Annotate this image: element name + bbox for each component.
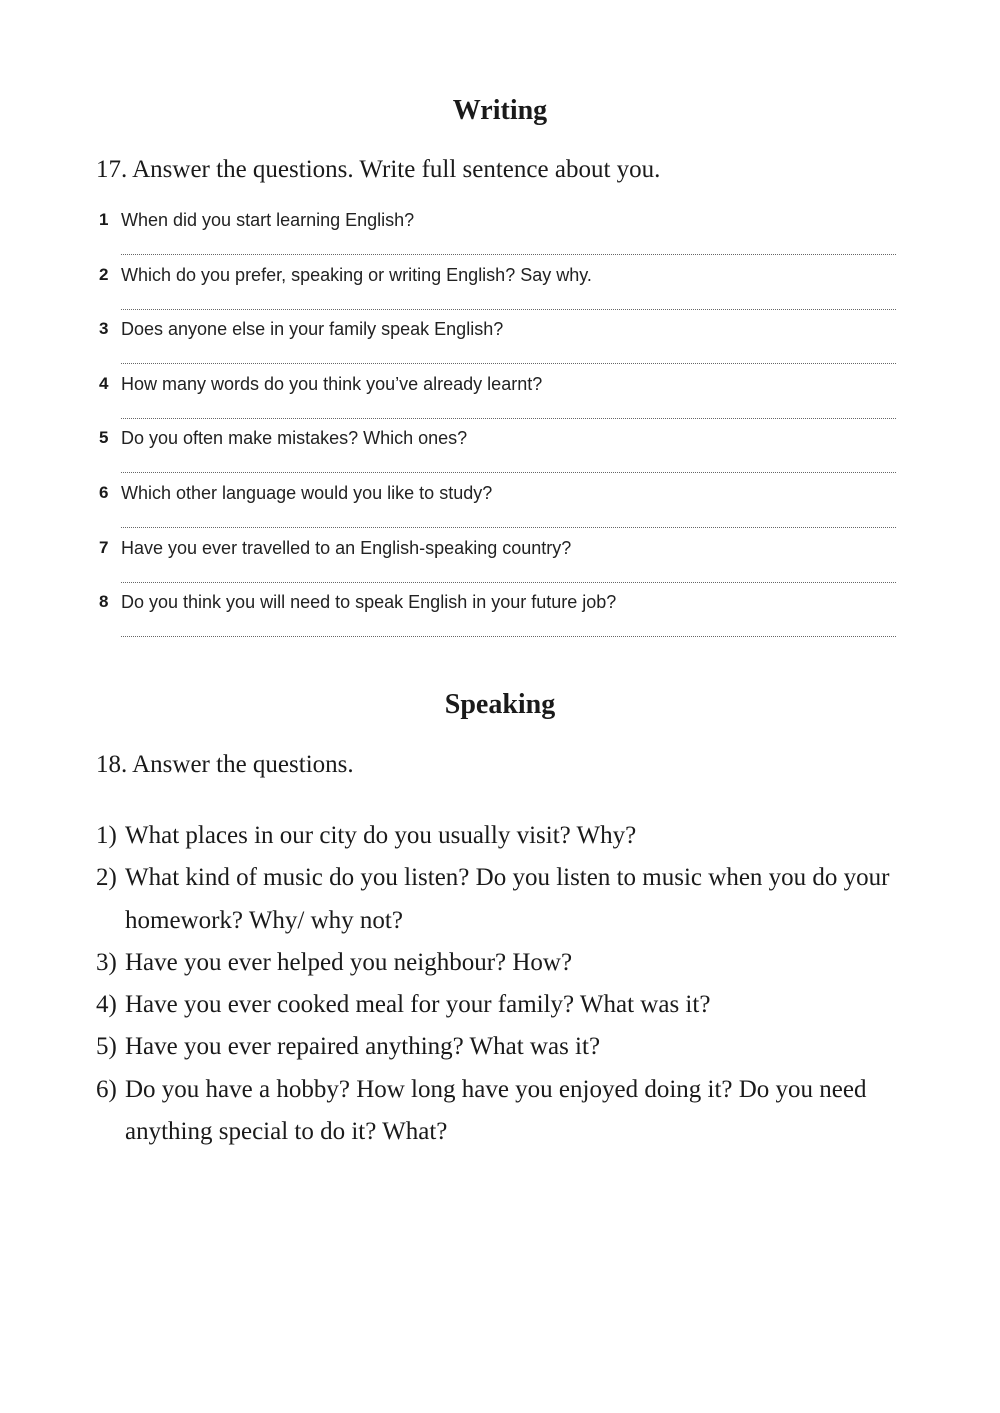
question-number: 5) xyxy=(96,1033,117,1061)
question-text: Which other language would you like to study? xyxy=(121,482,493,503)
question-number: 4) xyxy=(96,991,117,1019)
writing-question-item xyxy=(96,531,896,586)
writing-section-title: Writing xyxy=(452,95,548,126)
speaking-question-item xyxy=(96,1026,906,1068)
question-number: 3) xyxy=(96,948,117,976)
writing-question-item xyxy=(96,367,896,422)
speaking-question-item xyxy=(96,1069,906,1154)
question-text: Have you ever travelled to an English-speaking country? xyxy=(121,537,572,558)
question-number: 5 xyxy=(99,428,109,448)
question-text: Does anyone else in your family speak English? xyxy=(121,319,504,340)
question-number: 1 xyxy=(99,210,109,229)
writing-question-item xyxy=(96,203,896,258)
answer-line[interactable] xyxy=(121,309,896,310)
writing-task-instruction: 17. Answer the questions. Write full sentence about you. xyxy=(96,156,661,183)
answer-line[interactable] xyxy=(121,472,896,473)
question-number: 7 xyxy=(99,537,109,557)
writing-question-item xyxy=(96,585,896,640)
question-text: Have you ever repaired anything? What was it? xyxy=(125,1033,601,1061)
question-number: 8 xyxy=(99,592,109,612)
speaking-question-item xyxy=(96,942,906,984)
speaking-section-title: Speaking xyxy=(444,689,556,720)
question-text: Do you think you will need to speak English in your future job? xyxy=(121,592,617,613)
question-number: 2) xyxy=(96,864,117,892)
writing-question-item xyxy=(96,312,896,367)
answer-line[interactable] xyxy=(121,582,896,583)
writing-question-list xyxy=(96,203,896,640)
question-number: 1) xyxy=(96,822,117,849)
question-number: 4 xyxy=(99,373,109,393)
question-text: Have you ever cooked meal for your family? What was it? xyxy=(125,991,711,1019)
question-text: What kind of music do you listen? Do you listen to music when you do your homework? Why/ why not? xyxy=(125,864,890,934)
question-text: When did you start learning English? xyxy=(121,210,415,230)
writing-question-item xyxy=(96,258,896,313)
question-text: Do you often make mistakes? Which ones? xyxy=(121,428,468,449)
question-text: Which do you prefer, speaking or writing English? Say why. xyxy=(121,264,592,285)
writing-question-item xyxy=(96,421,896,476)
answer-line[interactable] xyxy=(121,363,896,364)
answer-line[interactable] xyxy=(121,636,896,637)
question-number: 6 xyxy=(99,482,109,502)
writing-question-item xyxy=(96,476,896,531)
speaking-question-list xyxy=(96,815,906,1153)
question-number: 3 xyxy=(99,319,109,339)
answer-line[interactable] xyxy=(121,254,896,255)
question-text: What places in our city do you usually visit? Why? xyxy=(125,822,637,849)
speaking-task-instruction: 18. Answer the questions. xyxy=(96,751,354,778)
question-text: Do you have a hobby? How long have you enjoyed doing it? Do you need anything special to do it? What? xyxy=(125,1075,867,1146)
answer-line[interactable] xyxy=(121,527,896,528)
speaking-question-item xyxy=(96,857,906,942)
speaking-question-item xyxy=(96,815,906,857)
question-number: 2 xyxy=(99,264,109,284)
question-text: Have you ever helped you neighbour? How? xyxy=(125,948,573,976)
question-text: How many words do you think you’ve already learnt? xyxy=(121,373,543,394)
answer-line[interactable] xyxy=(121,418,896,419)
question-number: 6) xyxy=(96,1075,117,1103)
speaking-question-item xyxy=(96,984,906,1026)
